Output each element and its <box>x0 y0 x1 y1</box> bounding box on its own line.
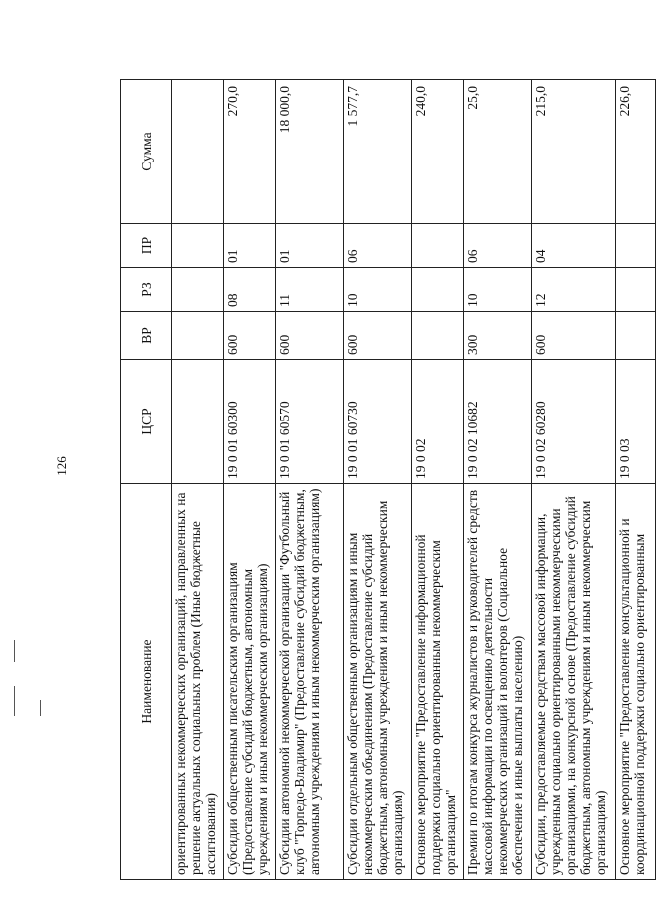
margin-mark <box>14 640 15 662</box>
cell-pr: 06 <box>344 224 412 268</box>
cell-csr: 19 0 01 60300 <box>224 360 276 484</box>
table-row <box>276 80 344 880</box>
header-pr: ПР <box>121 224 172 268</box>
header-csr: ЦСР <box>121 360 172 484</box>
table-row <box>464 80 532 880</box>
cell-vr: 600 <box>276 312 344 360</box>
cell-csr: 19 0 03 <box>616 360 656 484</box>
header-vr: ВР <box>121 312 172 360</box>
cell-name: ориентированных некоммерческих организаций, направленных на решение актуальных социальных проблем (Иные бюджетные ассигнования) <box>172 484 224 880</box>
table-row <box>532 80 616 880</box>
cell-rz: 12 <box>532 268 616 312</box>
cell-vr: 600 <box>532 312 616 360</box>
cell-csr: 19 0 01 60570 <box>276 360 344 484</box>
cell-pr: 01 <box>276 224 344 268</box>
cell-rz: 10 <box>464 268 532 312</box>
cell-pr <box>616 224 656 268</box>
cell-name: Субсидии автономной некоммерческой организации "Футбольный клуб "Торпедо-Владимир" (Предоставление субсидий бюджетным, автономным учреждениям и иным некоммерческим организациям) <box>276 484 344 880</box>
cell-name: Субсидии общественным писательским организациям (Предоставление субсидий бюджетным, автономным учреждениям и иным некоммерческим организациям) <box>224 484 276 880</box>
cell-rz: 10 <box>344 268 412 312</box>
header-name: Наименование <box>121 484 172 880</box>
cell-rz: 08 <box>224 268 276 312</box>
cell-sum: 18 000,0 <box>276 80 344 224</box>
cell-vr: 600 <box>224 312 276 360</box>
cell-pr: 06 <box>464 224 532 268</box>
cell-pr <box>172 224 224 268</box>
cell-sum <box>172 80 224 224</box>
cell-csr: 19 0 02 60280 <box>532 360 616 484</box>
budget-table <box>120 79 656 880</box>
rotated-table-wrapper <box>120 80 647 880</box>
cell-sum: 25,0 <box>464 80 532 224</box>
table-row <box>412 80 464 880</box>
cell-pr: 04 <box>532 224 616 268</box>
table-row <box>172 80 224 880</box>
cell-vr <box>172 312 224 360</box>
margin-mark <box>14 686 15 716</box>
cell-rz <box>172 268 224 312</box>
cell-csr: 19 0 01 60730 <box>344 360 412 484</box>
cell-sum: 1 577,7 <box>344 80 412 224</box>
cell-vr <box>616 312 656 360</box>
cell-csr: 19 0 02 10682 <box>464 360 532 484</box>
cell-name: Основное мероприятие "Предоставление консультационной и координационной поддержки социально ориентированным <box>616 484 656 880</box>
cell-name: Премии по итогам конкурса журналистов и руководителей средств массовой информации по освещению деятельности некоммерческих организаций и волонтеров (Социальное обеспечение и иные выплаты населению) <box>464 484 532 880</box>
cell-rz: 11 <box>276 268 344 312</box>
cell-sum: 240,0 <box>412 80 464 224</box>
cell-sum: 226,0 <box>616 80 656 224</box>
cell-name: Основное мероприятие "Предоставление информационной поддержки социально ориентированным некоммерческим организациям" <box>412 484 464 880</box>
cell-csr: 19 0 02 <box>412 360 464 484</box>
margin-mark <box>40 700 41 716</box>
cell-rz <box>412 268 464 312</box>
header-row <box>121 80 172 880</box>
cell-sum: 215,0 <box>532 80 616 224</box>
cell-vr <box>412 312 464 360</box>
cell-pr: 01 <box>224 224 276 268</box>
table-row <box>344 80 412 880</box>
cell-name: Субсидии отдельным общественным организациям и иным некоммерческим объединениям (Предоставление субсидий бюджетным, автономным учреждениям и иным некоммерческим организациям) <box>344 484 412 880</box>
header-sum: Сумма <box>121 80 172 224</box>
cell-vr: 300 <box>464 312 532 360</box>
cell-vr: 600 <box>344 312 412 360</box>
cell-name: Субсидии, предоставляемые средствам массовой информации, учрежденным социально ориентированными некоммерческими организациями, на конкурсной основе (Предоставление субсидий бюджетным, автономным учреждениям и иным некоммерческим организациям) <box>532 484 616 880</box>
cell-sum: 270,0 <box>224 80 276 224</box>
cell-csr <box>172 360 224 484</box>
header-rz: РЗ <box>121 268 172 312</box>
page-number: 126 <box>53 456 69 476</box>
table-row <box>616 80 656 880</box>
table-row <box>224 80 276 880</box>
cell-rz <box>616 268 656 312</box>
cell-pr <box>412 224 464 268</box>
